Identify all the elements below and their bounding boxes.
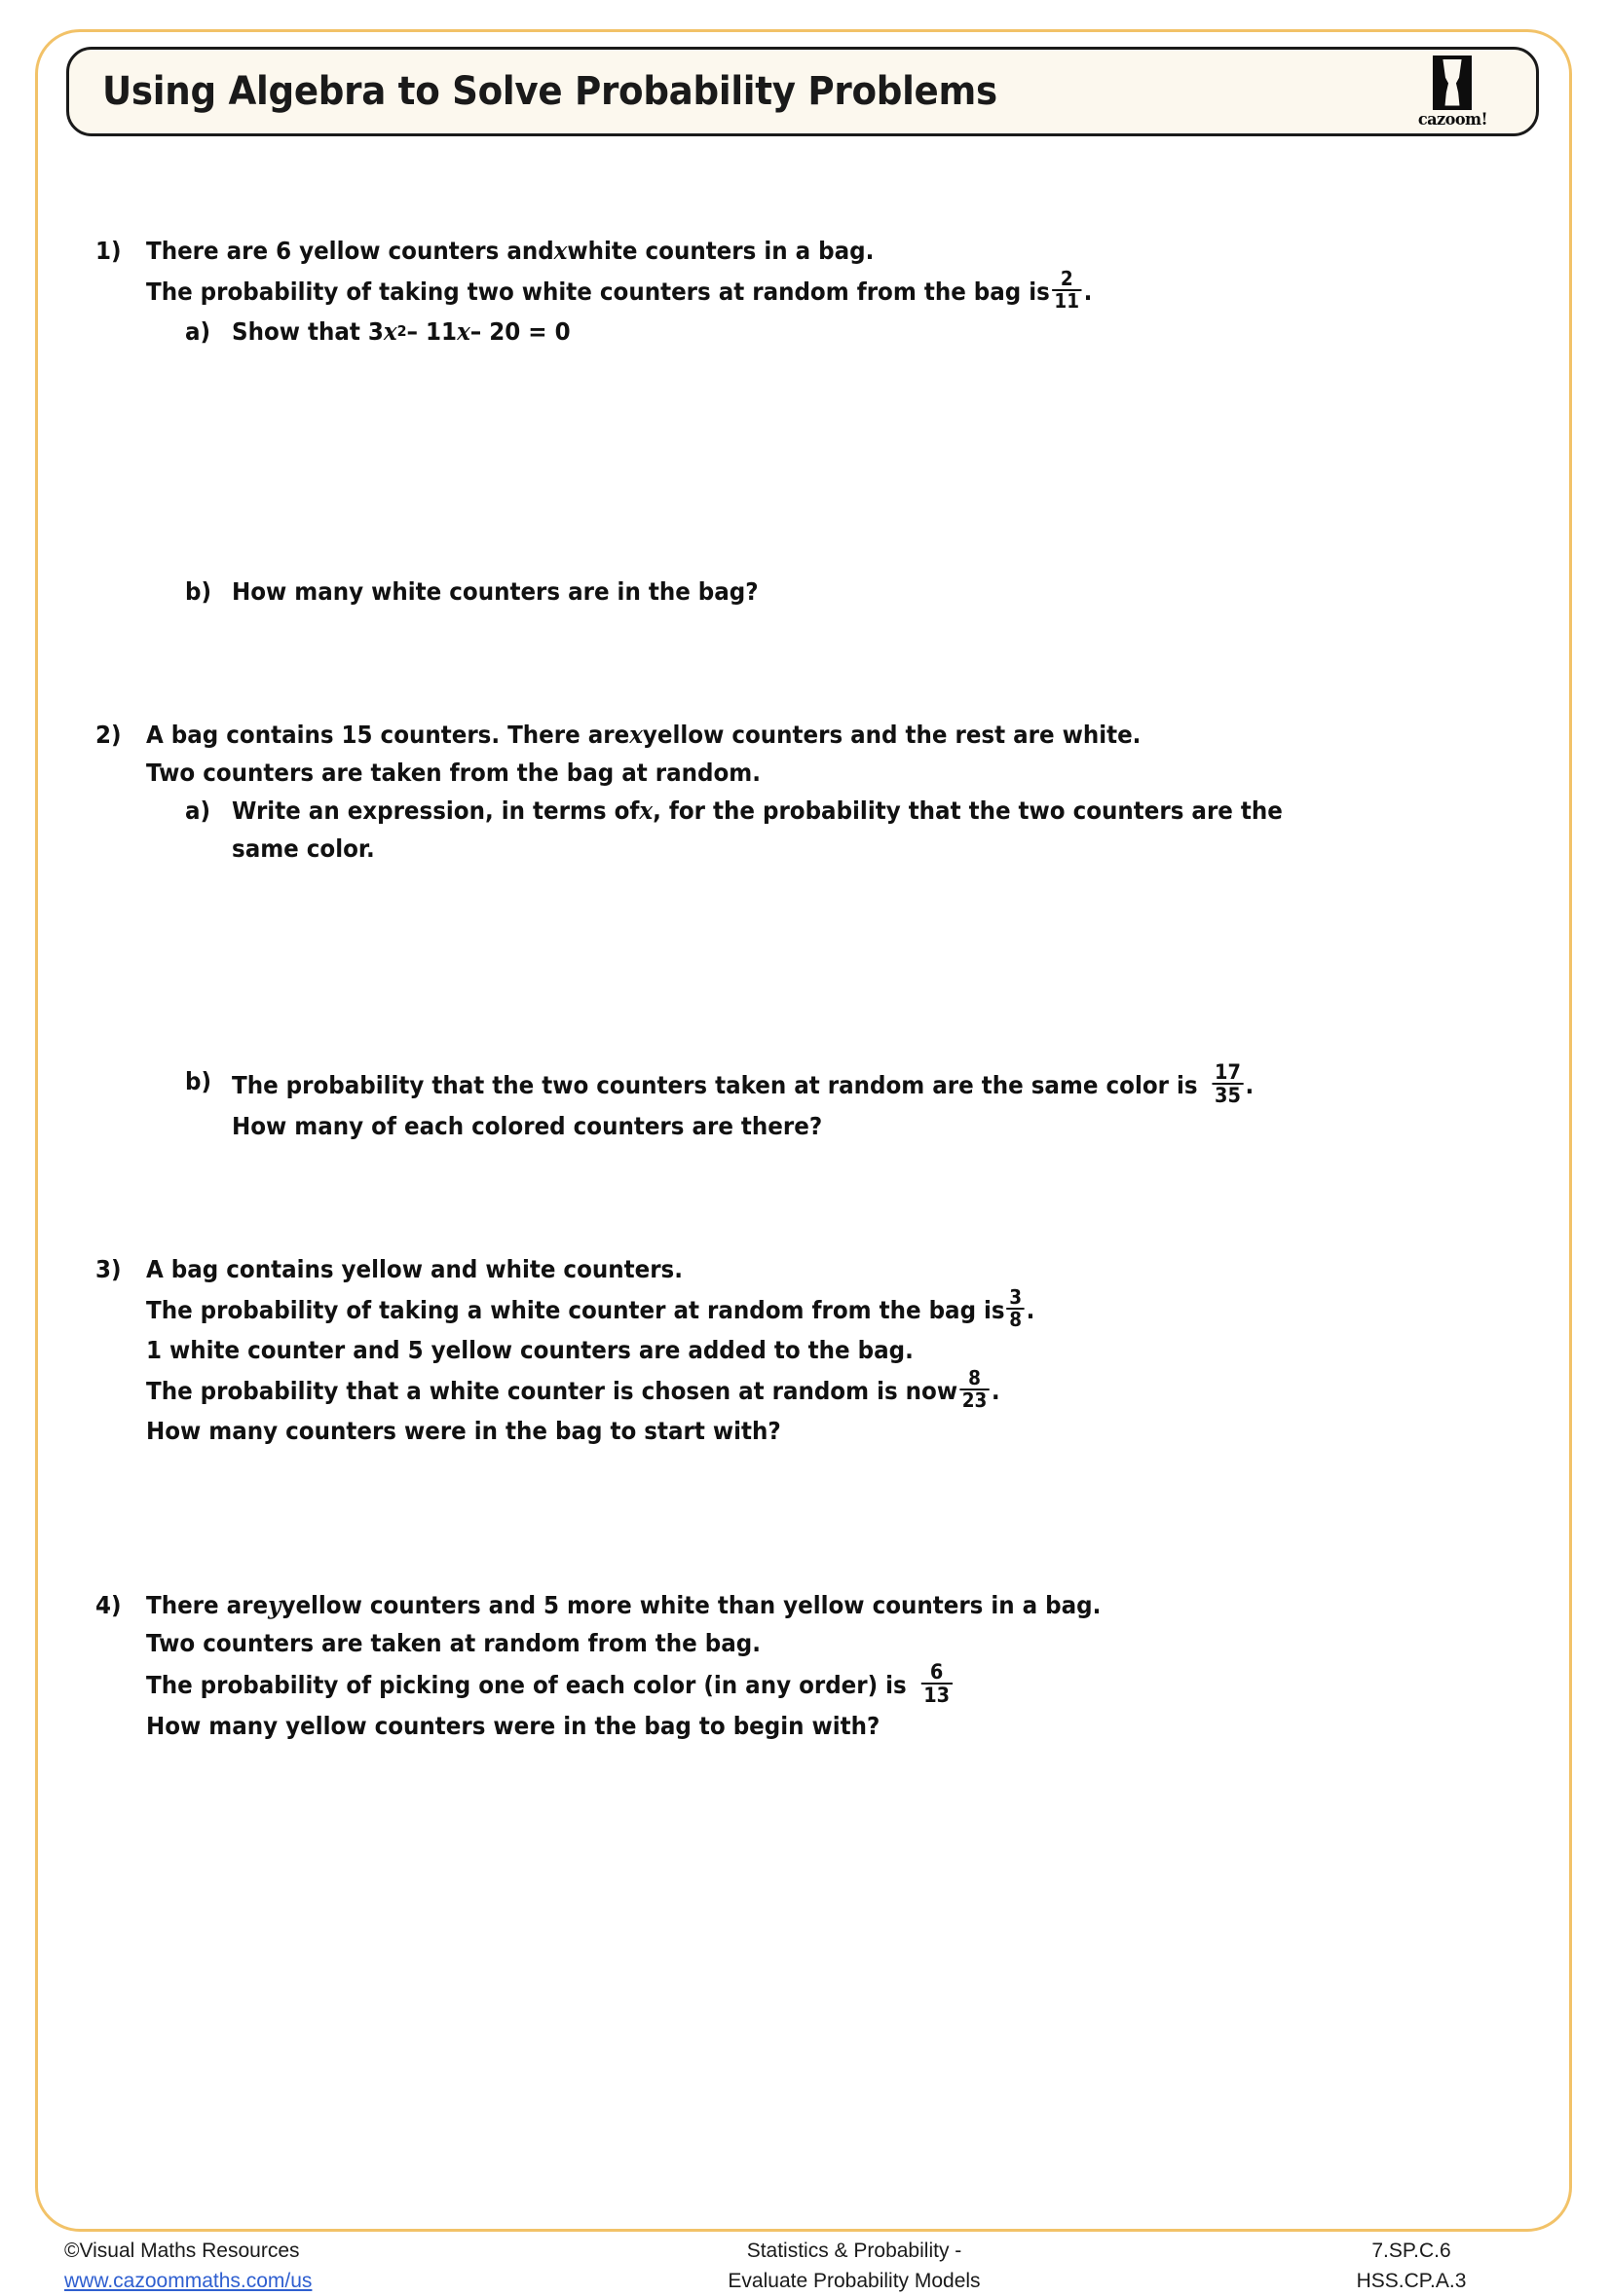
question-2b-text-line-1	[232, 1062, 1424, 1107]
fraction-numerator: 3	[1009, 1285, 1023, 1310]
q3l4-pre: The probability that a white counter is chosen at random is now	[146, 1376, 958, 1405]
question-1a-text	[232, 313, 1424, 351]
answer-space-2a	[146, 868, 1527, 1062]
question-4-line-1	[146, 1586, 1417, 1624]
question-3-line-4	[146, 1366, 1417, 1413]
answer-space-1b	[146, 611, 1527, 716]
answer-space-1a	[146, 351, 1527, 573]
q1a-variable-2: x	[457, 317, 470, 346]
fraction-6-13	[920, 1661, 952, 1706]
question-3-number: 3)	[95, 1255, 122, 1284]
q4l1-pre: There are	[146, 1591, 269, 1620]
fraction-denominator: 35	[1212, 1083, 1243, 1106]
question-2-part-b	[185, 1062, 1527, 1145]
fraction-denominator: 23	[959, 1389, 990, 1411]
q2a-pre: Write an expression, in terms of	[232, 796, 640, 825]
fraction-denominator: 8	[1006, 1308, 1024, 1330]
q1a-post: – 11	[406, 317, 458, 346]
question-2b-text-line-2: How many of each colored counters are there?	[232, 1112, 823, 1141]
question-4-line-2: Two counters are taken at random from the bag.	[146, 1629, 761, 1658]
q2b-post: .	[1245, 1070, 1255, 1099]
footer-copyright: ©Visual Maths Resources	[64, 2240, 300, 2262]
question-2-line-2: Two counters are taken from the bag at random.	[146, 759, 761, 787]
question-4-line-4: How many yellow counters were in the bag to begin with?	[146, 1712, 880, 1741]
question-3	[95, 1250, 1527, 1586]
footer-topic-line-1: Statistics & Probability -	[746, 2240, 962, 2262]
q3l2-post: .	[1026, 1295, 1035, 1324]
question-1	[95, 232, 1527, 716]
question-2-line-1	[146, 716, 1417, 754]
q1l1-pre: There are 6 yellow counters and	[146, 237, 554, 265]
q2l1-variable: x	[629, 721, 643, 749]
question-3-line-1: A bag contains yellow and white counters.	[146, 1255, 683, 1284]
hourglass-glass-shape	[1442, 59, 1463, 106]
question-4	[95, 1586, 1527, 1891]
page-footer	[39, 2236, 1572, 2296]
answer-space-4	[146, 1745, 1527, 1891]
question-3-line-2	[146, 1285, 1417, 1332]
question-4-number: 4)	[95, 1591, 122, 1620]
part-b-letter: b)	[185, 1067, 211, 1095]
fraction-numerator: 17	[1215, 1060, 1241, 1084]
footer-code-line-2: HSS.CP.A.3	[1356, 2270, 1467, 2292]
question-1-part-b	[185, 573, 1527, 611]
q2a-variable: x	[639, 796, 654, 825]
question-1b-text: How many white counters are in the bag?	[232, 577, 759, 606]
cazoom-logo	[1394, 56, 1511, 129]
footer-topic-line-2: Evaluate Probability Models	[728, 2270, 981, 2292]
fraction-numerator: 6	[929, 1660, 944, 1685]
fraction-denominator: 11	[1052, 289, 1082, 312]
q2b-pre: The probability that the two counters taken at random are the same color is	[232, 1070, 1198, 1099]
page-title: Using Algebra to Solve Probability Problems	[102, 69, 997, 114]
fraction-3-8	[1006, 1287, 1024, 1330]
questions-area	[95, 232, 1527, 1891]
question-2a-text-line-1	[232, 792, 1424, 830]
footer-website-link[interactable]: www.cazoommaths.com/us	[64, 2270, 313, 2292]
fraction-8-23	[959, 1368, 990, 1411]
footer-standard-codes	[1251, 2236, 1572, 2296]
q2l1-post: yellow counters and the rest are white.	[642, 721, 1142, 749]
q2l1-pre: A bag contains 15 counters. There are	[146, 721, 630, 749]
fraction-17-35	[1212, 1061, 1243, 1106]
part-a-letter: a)	[185, 317, 211, 346]
question-1-line-2	[146, 267, 1417, 313]
worksheet-title-bar	[66, 47, 1539, 136]
q1l1-post: white counters in a bag.	[567, 237, 875, 265]
hourglass-icon	[1433, 56, 1472, 110]
q1l2-pre: The probability of taking two white counters at random from the bag is	[146, 277, 1050, 306]
fraction-2-11	[1052, 269, 1082, 312]
question-4-line-3	[146, 1662, 1417, 1707]
question-3-line-3: 1 white counter and 5 yellow counters are added to the bag.	[146, 1336, 914, 1365]
q1l2-post: .	[1083, 277, 1093, 306]
fraction-numerator: 2	[1060, 267, 1073, 290]
footer-copyright-block	[39, 2236, 458, 2296]
answer-space-3	[146, 1450, 1527, 1586]
question-2-number: 2)	[95, 721, 122, 749]
question-2a-text-line-2: same color.	[232, 834, 375, 863]
q3l4-post: .	[991, 1376, 1000, 1405]
q4l1-variable: y	[268, 1591, 281, 1620]
q2a-post: , for the probability that the two counters are the	[653, 796, 1283, 825]
question-3-line-5: How many counters were in the bag to start with?	[146, 1417, 781, 1446]
footer-topic-block	[458, 2236, 1251, 2296]
part-b-letter: b)	[185, 577, 211, 606]
question-1-part-a	[185, 313, 1527, 351]
q4l3-pre: The probability of picking one of each color (in any order) is	[146, 1670, 907, 1699]
question-2-part-a	[185, 792, 1527, 868]
q1a-post-2: – 20 = 0	[469, 317, 571, 346]
question-1-number: 1)	[95, 237, 122, 265]
question-2	[95, 716, 1527, 1250]
q1a-variable: x	[383, 317, 397, 346]
footer-code-line-1: 7.SP.C.6	[1371, 2240, 1451, 2262]
fraction-denominator: 13	[920, 1683, 952, 1706]
fraction-numerator: 8	[968, 1366, 981, 1390]
q1a-exponent: 2	[396, 322, 407, 340]
question-1-line-1	[146, 232, 1417, 270]
answer-space-2b	[146, 1145, 1527, 1250]
q1a-pre: Show that 3	[232, 317, 384, 346]
q4l1-post: yellow counters and 5 more white than yellow counters in a bag.	[281, 1591, 1102, 1620]
q1l1-variable: x	[553, 237, 568, 265]
q3l2-pre: The probability of taking a white counter at random from the bag is	[146, 1295, 1005, 1324]
logo-wordmark: cazoom!	[1417, 109, 1487, 130]
part-a-letter: a)	[185, 796, 211, 825]
